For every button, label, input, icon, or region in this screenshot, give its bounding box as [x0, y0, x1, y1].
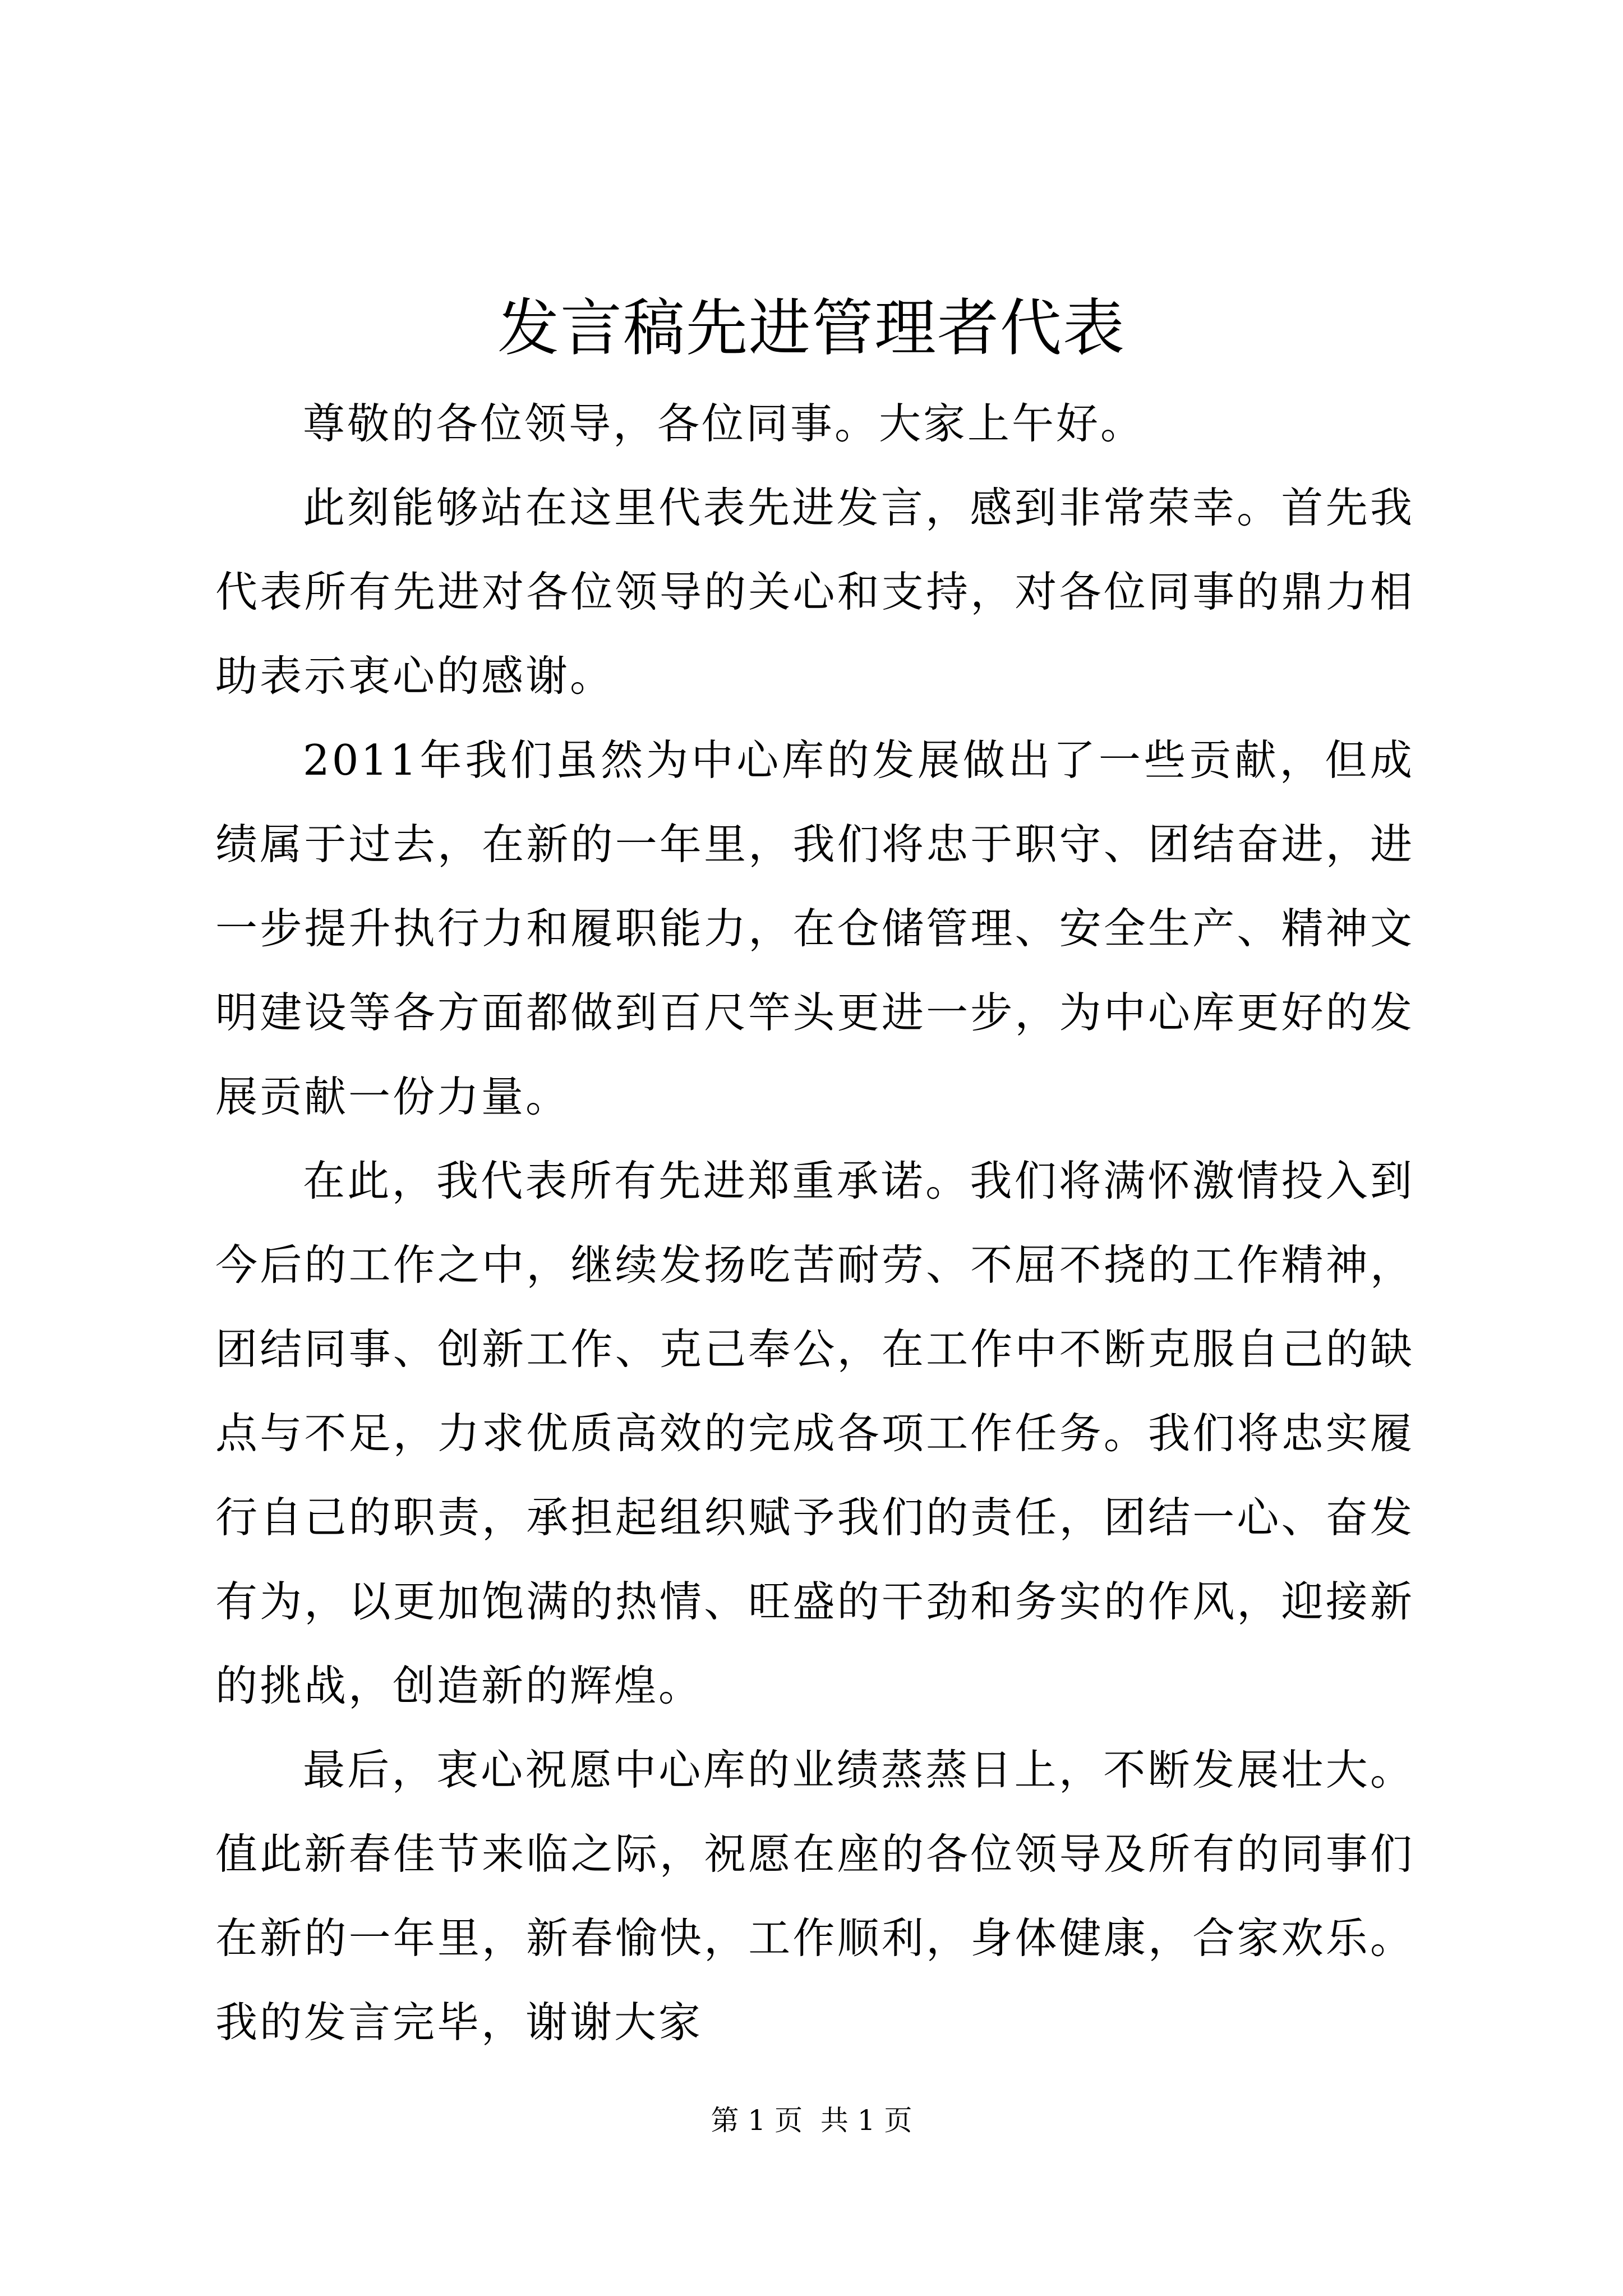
paragraph-greeting: 尊敬的各位领导，各位同事。大家上午好。	[303, 399, 1145, 448]
document-title: 发言稿先进管理者代表	[497, 292, 1126, 364]
paragraph-review: 2011年我们虽然为中心库的发展做出了一些贡献，但成绩属于过去，在新的一年里，我们将忠于职守、团结奋进，进一步提升执行力和履职能力，在仓储管理、安全生产、精神文明建设等各方面都做到百尺竿头更进一步，为中心库更好的发展贡献一份力量。	[215, 735, 1414, 1121]
paragraph-closing: 最后，衷心祝愿中心库的业绩蒸蒸日上，不断发展壮大。值此新春佳节来临之际，祝愿在座的各位领导及所有的同事们在新的一年里，新春愉快，工作顺利，身体健康，合家欢乐。我的发言完毕，谢谢大家	[215, 1745, 1414, 2047]
page-footer	[0, 2101, 1623, 2140]
document-body	[215, 381, 1414, 2064]
paragraph-thanks: 此刻能够站在这里代表先进发言，感到非常荣幸。首先我代表所有先进对各位领导的关心和支持，对各位同事的鼎力相助表示衷心的感谢。	[215, 483, 1414, 701]
page-number-label: 第 1 页 共 1 页	[711, 2104, 912, 2137]
paragraph-pledge: 在此，我代表所有先进郑重承诺。我们将满怀激情投入到今后的工作之中，继续发扬吃苦耐劳、不屈不挠的工作精神，团结同事、创新工作、克己奉公，在工作中不断克服自己的缺点与不足，力求优质高效的完成各项工作任务。我们将忠实履行自己的职责，承担起组织赋予我们的责任，团结一心、奋发有为，以更加饱满的热情、旺盛的干劲和务实的作风，迎接新的挑战，创造新的辉煌。	[215, 1156, 1414, 1710]
